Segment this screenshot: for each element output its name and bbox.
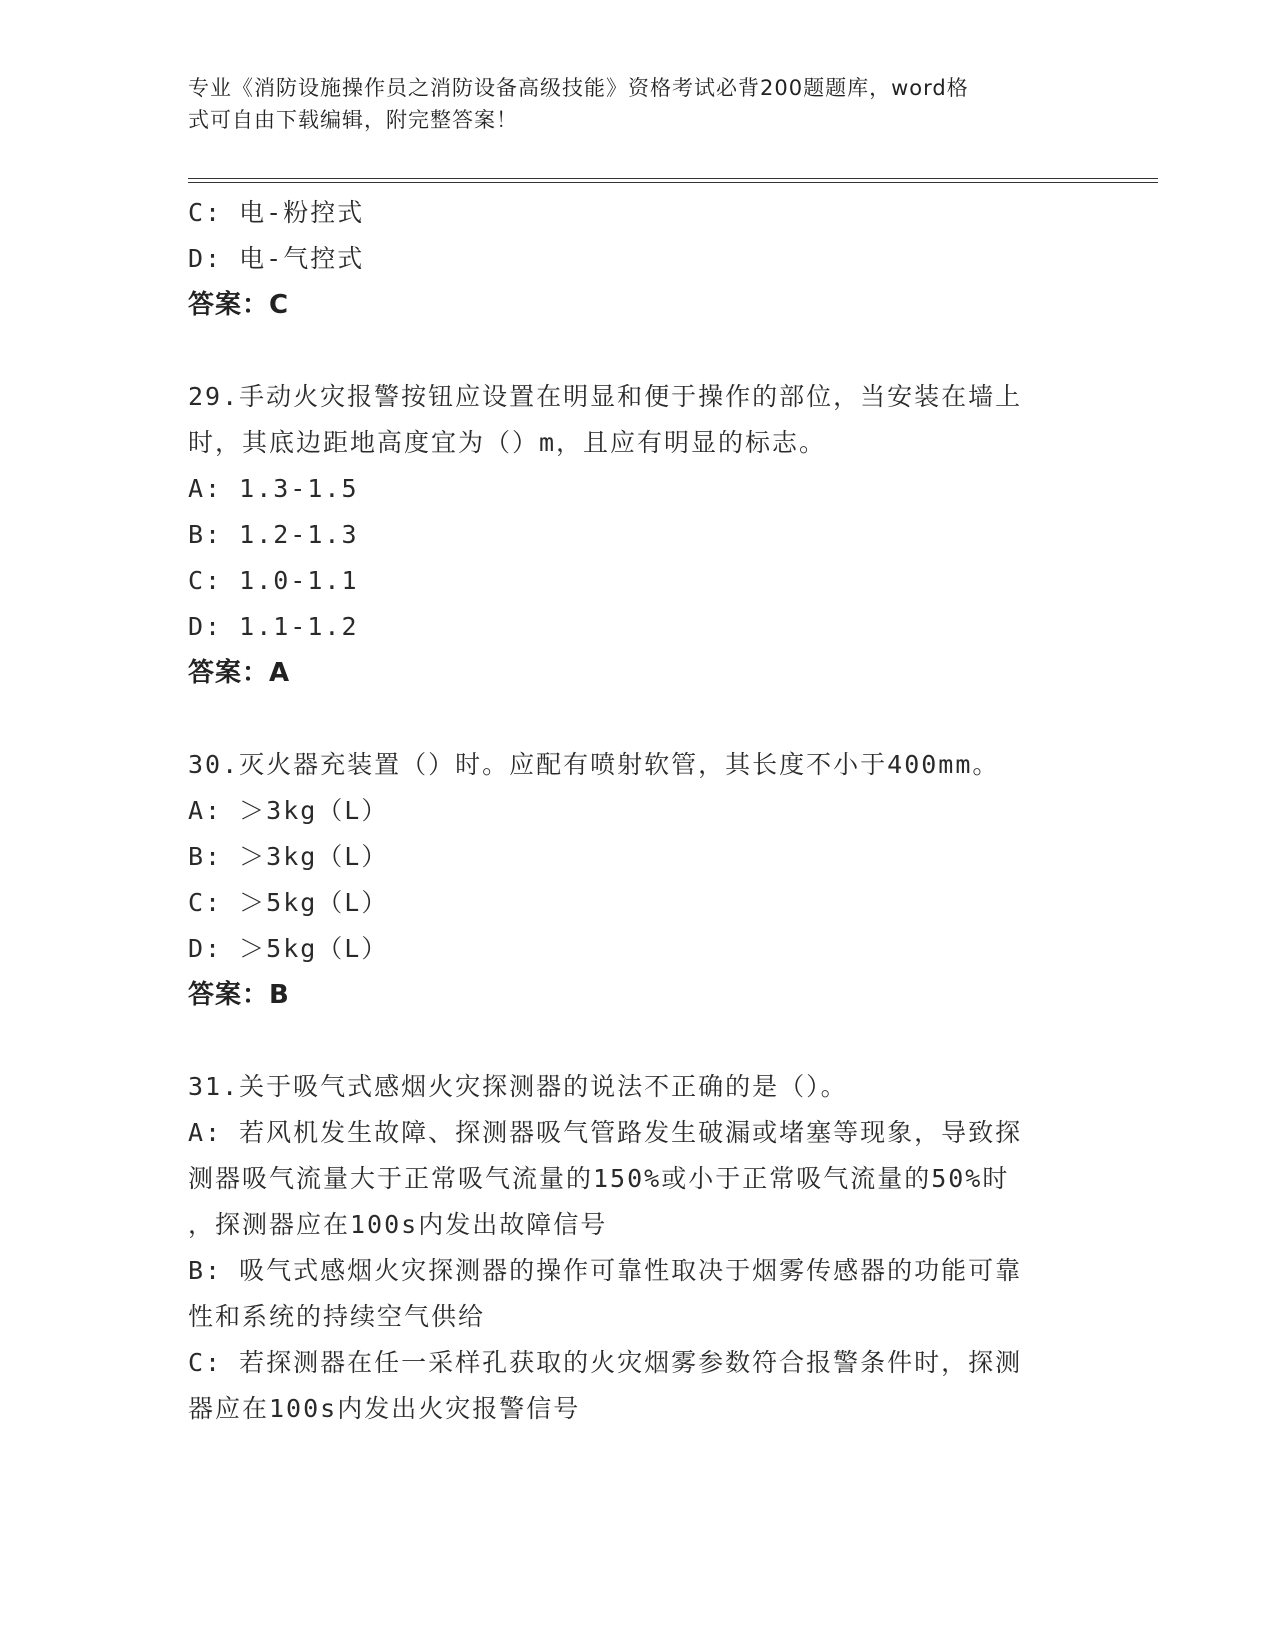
spacer [188,1018,1088,1064]
question-31 [188,1064,1088,1432]
q29-option-b: B: 1.2-1.3 [188,520,359,549]
q29-option-a: A: 1.3-1.5 [188,474,359,503]
q30-stem-line-1: 30.灭火器充装置（）时。应配有喷射软管，其长度不小于400mm。 [188,750,1000,779]
q31-option-a-line-2: 测器吸气流量大于正常吸气流量的150%或小于正常吸气流量的50%时 [188,1164,1010,1193]
q29-option-d: D: 1.1-1.2 [188,612,359,641]
q31-option-c-line-2: 器应在100s内发出火灾报警信号 [188,1394,581,1423]
question-content [188,190,1088,1432]
header-divider [188,178,1158,183]
q29-option-c: C: 1.0-1.1 [188,566,359,595]
header-line-1: 专业《消防设施操作员之消防设备高级技能》资格考试必背200题题库，word格 [188,76,969,100]
question-28-tail [188,190,1088,328]
q29-stem-line-2: 时，其底边距地高度宜为（）m，且应有明显的标志。 [188,428,827,457]
spacer [188,328,1088,374]
question-30 [188,742,1088,1018]
q31-option-c-line-1: C: 若探测器在任一采样孔获取的火灾烟雾参数符合报警条件时，探测 [188,1348,1023,1377]
q31-stem-line-1: 31.关于吸气式感烟火灾探测器的说法不正确的是（）。 [188,1072,848,1101]
header-line-2: 式可自由下载编辑，附完整答案！ [188,108,518,132]
q30-option-d: D: ＞5kg（L） [188,934,389,963]
q29-stem-line-1: 29.手动火灾报警按钮应设置在明显和便于操作的部位，当安装在墙上 [188,382,1023,411]
q30-answer: 答案：B [188,980,290,1010]
q31-option-b-line-1: B: 吸气式感烟火灾探测器的操作可靠性取决于烟雾传感器的功能可靠 [188,1256,1023,1285]
q30-option-b: B: ＞3kg（L） [188,842,389,871]
q30-option-a: A: ＞3kg（L） [188,796,389,825]
q28-answer: 答案：C [188,290,290,320]
q28-option-c: C: 电-粉控式 [188,198,365,227]
q30-option-c: C: ＞5kg（L） [188,888,389,917]
q28-option-d: D: 电-气控式 [188,244,365,273]
q31-option-a-line-1: A: 若风机发生故障、探测器吸气管路发生破漏或堵塞等现象，导致探 [188,1118,1023,1147]
spacer [188,696,1088,742]
page-header [188,72,1068,136]
q31-option-a-line-3: ，探测器应在100s内发出故障信号 [188,1210,608,1239]
question-29 [188,374,1088,696]
q31-option-b-line-2: 性和系统的持续空气供给 [188,1302,486,1331]
q29-answer: 答案：A [188,658,291,688]
